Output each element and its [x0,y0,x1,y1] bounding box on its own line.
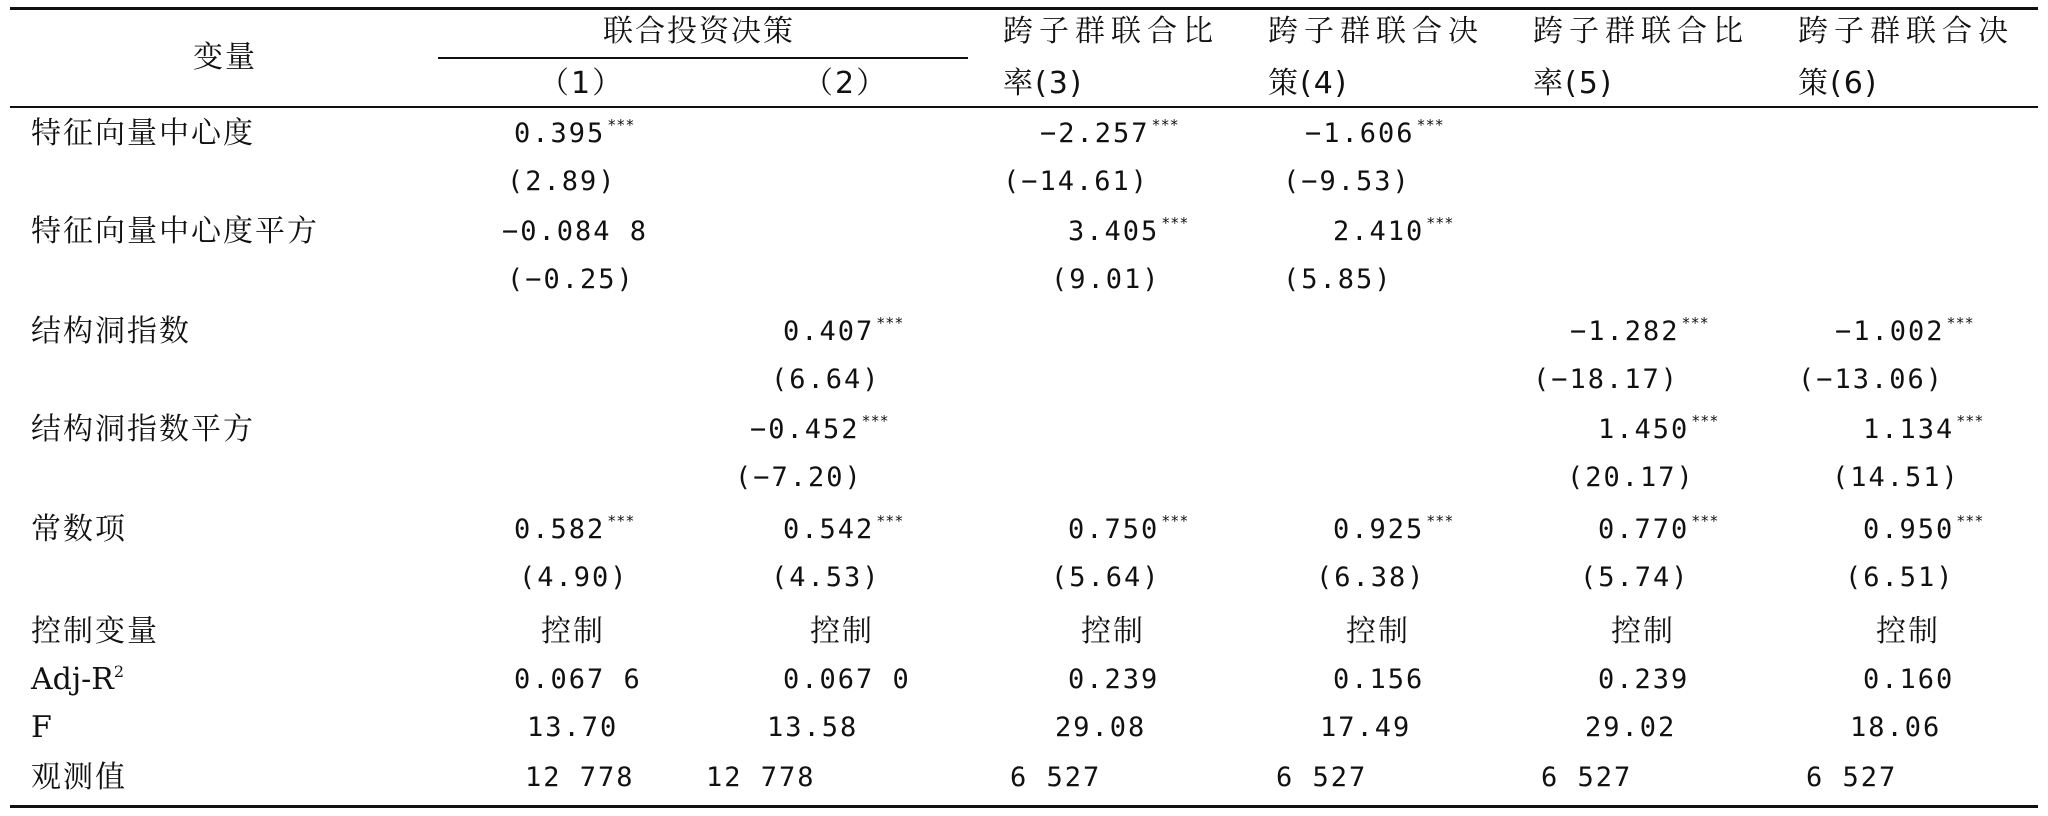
tstat-cell: (−13.06) [1798,364,1945,395]
adj-r2-superscript: 2 [113,662,125,681]
tstat-cell: (6.51) [1845,562,1955,593]
tstat-cell: (4.53) [771,562,881,593]
tstat-cell: (9.01) [1051,264,1161,295]
header-col4-line2: 策(4) [1268,66,1349,101]
controls-cell: 控制 [1346,614,1410,649]
coef-value: 0.950 [1863,514,1955,545]
coef-value: 0.582 [514,514,606,545]
coef-cell [1598,512,1718,551]
header-rule [10,106,2038,108]
significance-stars: *** [607,116,635,134]
observations-cell: 12 778 [706,762,816,793]
coef-cell [1863,412,1983,451]
header-variable: 变量 [193,40,257,75]
coef-cell [1040,116,1179,155]
significance-stars: *** [876,512,904,530]
header-col1: （1） [539,66,625,101]
tstat-cell: (4.90) [519,562,629,593]
adj-r2-cell: 0.156 [1333,664,1425,695]
controls-cell: 控制 [541,614,605,649]
header-col5-line1: 跨子群联合比 [1533,14,1749,49]
f-stat-cell: 29.02 [1585,712,1677,743]
tstat-cell: (14.51) [1832,462,1960,493]
tstat-cell: (−9.53) [1283,166,1411,197]
coef-value: 1.450 [1598,414,1690,445]
row-label-f: F [31,710,52,745]
f-stat-cell: 13.58 [767,712,859,743]
f-stat-cell: 29.08 [1055,712,1147,743]
tstat-cell: (−18.17) [1533,364,1680,395]
tstat-cell: (−0.25) [507,264,635,295]
tstat-cell: (6.64) [771,364,881,395]
row-label-structural-hole: 结构洞指数 [31,314,191,349]
row-label-eigenvector-centrality: 特征向量中心度 [31,116,255,151]
coef-cell [1068,214,1188,253]
row-label-observations: 观测值 [31,760,127,795]
coef-cell [750,412,889,451]
significance-stars: *** [1426,512,1454,530]
controls-cell: 控制 [1611,614,1675,649]
coef-value: 0.750 [1068,514,1160,545]
coef-value: −0.084 8 [502,216,649,247]
coef-value: −2.257 [1040,118,1150,149]
observations-cell: 6 527 [1806,762,1898,793]
coef-value: −1.606 [1305,118,1415,149]
row-label-eigenvector-centrality-squared: 特征向量中心度平方 [31,214,319,249]
observations-cell: 12 778 [525,762,635,793]
coef-cell [514,116,634,155]
row-label-controls: 控制变量 [31,614,159,649]
adj-r2-cell: 0.160 [1863,664,1955,695]
f-stat-cell: 18.06 [1850,712,1942,743]
coef-value: 0.770 [1598,514,1690,545]
controls-cell: 控制 [810,614,874,649]
significance-stars: *** [1956,512,1984,530]
header-col2: （2） [803,66,889,101]
row-label-constant: 常数项 [31,512,127,547]
significance-stars: *** [1151,116,1179,134]
significance-stars: *** [876,314,904,332]
significance-stars: *** [861,412,889,430]
adj-r2-cell: 0.067 0 [783,664,911,695]
significance-stars: *** [607,512,635,530]
coef-cell [1835,314,1974,353]
bottom-rule [10,805,2038,808]
adj-r2-text: Adj-R [31,662,114,697]
coef-value: 2.410 [1333,216,1425,247]
tstat-cell: (2.89) [507,166,617,197]
observations-cell: 6 527 [1010,762,1102,793]
coef-value: 0.925 [1333,514,1425,545]
coef-cell [1333,214,1453,253]
coef-value: 0.542 [783,514,875,545]
top-rule [10,7,2038,10]
header-col6-line1: 跨子群联合决 [1798,14,2014,49]
coef-cell [1863,512,1983,551]
significance-stars: *** [1161,512,1189,530]
significance-stars: *** [1426,214,1454,232]
tstat-cell: (5.74) [1580,562,1690,593]
controls-cell: 控制 [1876,614,1940,649]
header-col4-line1: 跨子群联合决 [1268,14,1484,49]
tstat-cell: (6.38) [1316,562,1426,593]
tstat-cell: (−14.61) [1003,166,1150,197]
observations-cell: 6 527 [1541,762,1633,793]
coef-cell [1598,412,1718,451]
coef-cell [783,512,903,551]
tstat-cell: (20.17) [1567,462,1695,493]
adj-r2-cell: 0.067 6 [514,664,642,695]
header-col3-line1: 跨子群联合比 [1003,14,1219,49]
row-label-adj-r2 [31,662,124,702]
coef-value: 0.407 [783,316,875,347]
observations-cell: 6 527 [1276,762,1368,793]
coef-value: 1.134 [1863,414,1955,445]
coef-cell [514,512,634,551]
row-label-structural-hole-squared: 结构洞指数平方 [31,412,255,447]
group-underline [438,57,968,59]
header-group-joint-decision: 联合投资决策 [603,14,795,49]
f-stat-cell: 17.49 [1320,712,1412,743]
coef-value: −0.452 [750,414,860,445]
coef-cell [1305,116,1444,155]
significance-stars: *** [1956,412,1984,430]
header-col6-line2: 策(6) [1798,66,1879,101]
coef-value: 3.405 [1068,216,1160,247]
controls-cell: 控制 [1081,614,1145,649]
coef-value: 0.395 [514,118,606,149]
tstat-cell: (5.64) [1051,562,1161,593]
significance-stars: *** [1691,512,1719,530]
adj-r2-cell: 0.239 [1598,664,1690,695]
significance-stars: *** [1681,314,1709,332]
tstat-cell: (−7.20) [735,462,863,493]
coef-cell [1333,512,1453,551]
tstat-cell: (5.85) [1283,264,1393,295]
significance-stars: *** [1691,412,1719,430]
coef-value: −1.282 [1570,316,1680,347]
header-col3-line2: 率(3) [1003,66,1084,101]
f-stat-cell: 13.70 [527,712,619,743]
header-col5-line2: 率(5) [1533,66,1614,101]
significance-stars: *** [1416,116,1444,134]
coef-cell [1570,314,1709,353]
coef-value: −1.002 [1835,316,1945,347]
coef-cell [1068,512,1188,551]
significance-stars: *** [1946,314,1974,332]
coef-cell [783,314,903,353]
significance-stars: *** [1161,214,1189,232]
adj-r2-cell: 0.239 [1068,664,1160,695]
